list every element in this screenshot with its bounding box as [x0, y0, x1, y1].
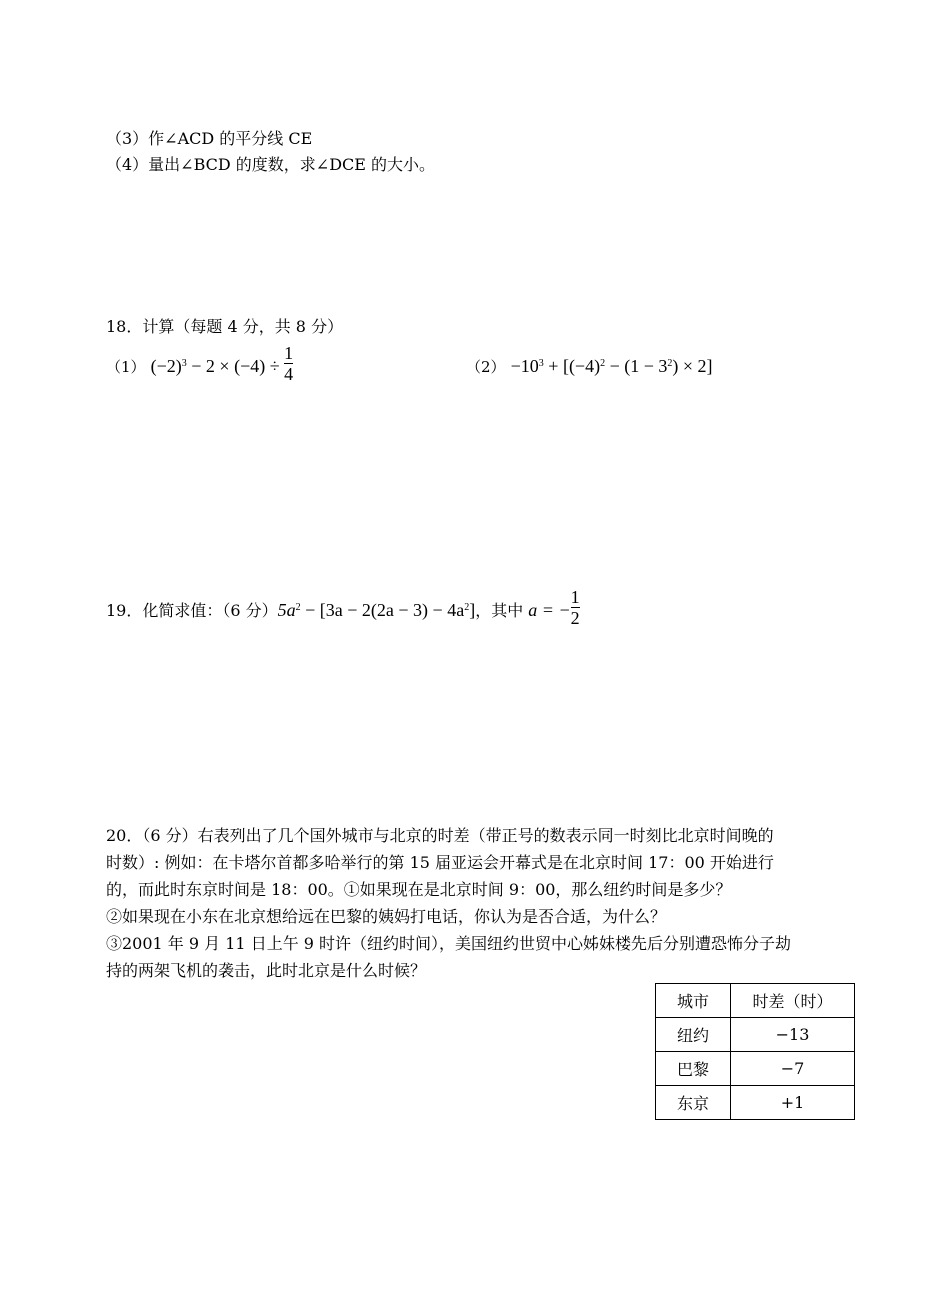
q20-line-6: 持的两架飞机的袭击，此时北京是什么时候？	[106, 961, 427, 980]
table-header-city: 城市	[656, 984, 731, 1018]
q18-heading: 18．计算（每题 4 分，共 8 分）	[106, 317, 344, 336]
q20-line-1: 20．（6 分）右表列出了几个国外城市与北京的时差（带正号的数表示同一时刻比北京时间晚的	[106, 826, 774, 845]
q18-p1-base: (−2)	[150, 356, 182, 376]
q18-p2-exponent-3: 2	[667, 358, 673, 369]
q19-fraction	[571, 587, 580, 628]
q18-p1-fraction	[284, 343, 293, 384]
q19-exponent-2: 2	[464, 602, 470, 613]
q17-step3: （3）作∠ACD 的平分线 CE	[106, 129, 313, 148]
q18-p2-term-c: − (1 − 3	[605, 356, 668, 376]
q18-p1-denominator: 4	[284, 364, 294, 385]
table-cell-city: 纽约	[656, 1018, 731, 1052]
q19-where: ，其中	[475, 601, 529, 620]
table-cell-city: 东京	[656, 1086, 731, 1120]
table-row	[656, 1052, 855, 1086]
table-header-offset: 时差（时）	[731, 984, 855, 1018]
q19-expression	[278, 600, 476, 620]
q19-term-b: − [3a − 2(2a − 3) − 4a	[300, 600, 465, 620]
q18-p2-expression	[511, 356, 713, 376]
q18-p2-term-a: −10	[510, 356, 539, 376]
q18-p1-numerator: 1	[284, 343, 294, 364]
q18-p1-expression	[150, 343, 294, 385]
q18-p2-exponent-2: 2	[600, 358, 606, 369]
q18-p2-term-b: + [(−4)	[543, 356, 601, 376]
q18-p2-exponent-1: 3	[538, 358, 544, 369]
q18-p1-label: （1）	[106, 358, 146, 376]
table-row	[656, 1018, 855, 1052]
q19-condition	[528, 587, 580, 629]
q19-exponent-1: 2	[295, 602, 301, 613]
q18-p2-term-d: ) × 2]	[672, 356, 713, 376]
table-cell-city: 巴黎	[656, 1052, 731, 1086]
q19-term-a: 5a	[277, 600, 296, 620]
table-header-row	[656, 984, 855, 1018]
q20-line-3: 的，而此时东京时间是 18：00。①如果现在是北京时间 9：00，那么纽约时间是多少？	[106, 880, 732, 899]
q19-heading: 19．化简求值：（6 分）	[106, 601, 278, 620]
q18-p1-rest: − 2 × (−4) ÷	[186, 356, 285, 376]
q18-p1-exponent: 3	[181, 358, 187, 369]
time-difference-table	[655, 983, 855, 1120]
table-cell-offset: −7	[731, 1052, 855, 1086]
q20-line-4: ②如果现在小东在北京想给远在巴黎的姨妈打电话，你认为是否合适，为什么？	[106, 907, 667, 926]
q19-numerator: 1	[570, 587, 580, 608]
q20-text	[106, 822, 858, 984]
q19-term-c: ]	[469, 600, 476, 620]
table-row	[656, 1086, 855, 1120]
q17-step4: （4）量出∠BCD 的度数，求∠DCE 的大小。	[106, 155, 436, 174]
q18-problem-2	[466, 344, 713, 387]
q19-variable: a = −	[528, 600, 571, 620]
q20-line-5: ③2001 年 9 月 11 日上午 9 时许（纽约时间），美国纽约世贸中心姊妹楼先后分别遭恐怖分子劫	[106, 934, 792, 953]
q18-p2-label: （2）	[466, 358, 506, 376]
q20-line-2: 时数）: 例如：在卡塔尔首都多哈举行的第 15 届亚运会开幕式是在北京时间 17：00 开始进行	[106, 853, 774, 872]
q19-denominator: 2	[570, 608, 580, 629]
q18-problem-1	[106, 344, 293, 388]
table-cell-offset: +1	[731, 1086, 855, 1120]
q19-line	[106, 586, 580, 633]
table-cell-offset: −13	[731, 1018, 855, 1052]
